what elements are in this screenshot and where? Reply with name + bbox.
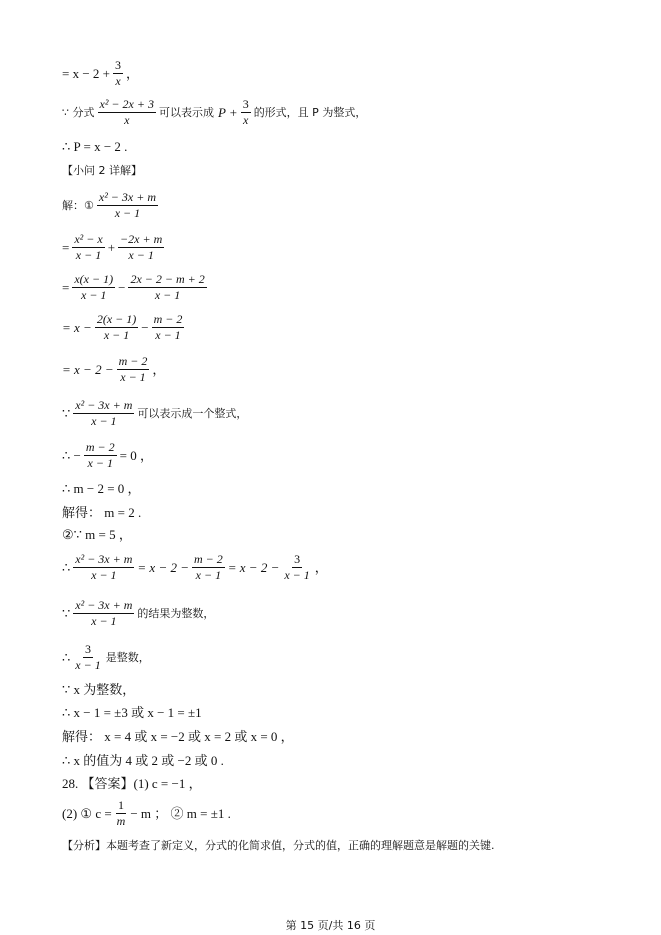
line-1 — [62, 58, 139, 89]
fraction — [115, 798, 128, 829]
denominator: x — [243, 113, 249, 127]
denominator: x − 1 — [114, 206, 141, 220]
numerator: 3 — [294, 552, 301, 566]
fraction — [73, 398, 134, 429]
line-8 — [62, 312, 187, 343]
denominator: x − 1 — [195, 568, 222, 582]
line-5 — [62, 190, 161, 221]
line-7 — [62, 272, 210, 303]
fraction — [95, 312, 138, 343]
text: = x − 2 − — [227, 560, 280, 575]
text: ∴ − — [62, 448, 81, 463]
denominator: m — [116, 814, 126, 828]
text: ∵ — [62, 606, 71, 621]
line-3: ∴ P = x − 2 . — [62, 139, 128, 154]
text: = x − 2 − — [137, 560, 189, 575]
fraction — [128, 272, 206, 303]
line-11 — [62, 440, 153, 471]
numerator: m − 2 — [85, 440, 115, 454]
fraction — [73, 552, 134, 583]
numerator: m − 2 — [153, 312, 183, 326]
denominator: x − 1 — [91, 414, 117, 428]
text: − m ； ② m = ±1 . — [130, 806, 231, 821]
line-19: ∴ x − 1 = ±3 或 x − 1 = ±1 — [62, 705, 202, 720]
numerator: 3 — [85, 642, 91, 656]
line-9 — [62, 354, 165, 385]
denominator: x − 1 — [155, 328, 181, 342]
fraction — [73, 642, 102, 673]
line-18: ∵ x 为整数， — [62, 682, 136, 697]
analysis-line: 【分析】本题考查了新定义，分式的化简求值，分式的值，正确的理解题意是解题的关键. — [62, 839, 495, 852]
text: 可以表示成一个整式， — [137, 407, 248, 420]
answer-line: 28. 【答案】(1) c = −1 ， — [62, 776, 202, 791]
numerator: 2(x − 1) — [96, 312, 137, 326]
numerator: x² − 3x + m — [75, 398, 133, 412]
denominator: x − 1 — [103, 328, 130, 342]
text: = — [62, 240, 70, 255]
text: 的结果为整数， — [137, 607, 215, 620]
line-6 — [62, 232, 167, 263]
denominator: x − 1 — [75, 658, 101, 672]
fraction — [282, 552, 311, 583]
fraction — [97, 190, 158, 221]
denominator: x − 1 — [120, 370, 146, 384]
line-20: 解得： x = 4 或 x = −2 或 x = 2 或 x = 0 ， — [62, 729, 294, 744]
text: = 0 ， — [119, 448, 153, 463]
text: = x − 2 + — [62, 66, 110, 81]
numerator: 2x − 2 − m + 2 — [130, 272, 205, 286]
fraction — [192, 552, 225, 583]
fraction — [118, 232, 164, 263]
line-21: ∴ x 的值为 4 或 2 或 −2 或 0 . — [62, 753, 224, 768]
operator: − — [141, 320, 149, 335]
text: ， — [126, 66, 140, 81]
denominator: x − 1 — [75, 248, 102, 262]
denominator: x − 1 — [91, 568, 117, 582]
numerator: 1 — [118, 798, 124, 812]
denominator: x − 1 — [81, 288, 107, 302]
denominator: x − 1 — [128, 248, 154, 262]
numerator: 3 — [242, 97, 249, 111]
line-17 — [62, 642, 150, 673]
fraction — [84, 440, 117, 471]
numerator: x² − 2x + 3 — [99, 97, 154, 111]
fraction — [113, 58, 123, 89]
denominator: x − 1 — [87, 456, 113, 470]
operator: + — [107, 240, 116, 255]
line-13: 解得： m = 2 . — [62, 505, 142, 520]
line-23 — [62, 798, 231, 829]
line-14: ②∵ m = 5 ， — [62, 527, 132, 542]
denominator: x − 1 — [91, 614, 117, 628]
fraction — [98, 97, 156, 128]
text: ∵ 分式 — [62, 106, 95, 119]
line-12: ∴ m − 2 = 0 ， — [62, 481, 141, 496]
numerator: x² − 3x + m — [98, 190, 156, 204]
denominator: x — [124, 113, 130, 127]
text: (2) ① c = — [62, 806, 112, 821]
text: 解：① — [62, 199, 94, 212]
text: 是整数， — [105, 651, 150, 664]
page-number: 第 15 页/共 16 页 — [285, 919, 376, 932]
text: 可以表示成 — [158, 106, 214, 119]
fraction — [152, 312, 185, 343]
fraction — [117, 354, 150, 385]
fraction — [73, 598, 134, 629]
numerator: x(x − 1) — [74, 272, 114, 286]
text: ∵ — [62, 406, 71, 421]
text: ， — [314, 560, 328, 575]
line-15 — [62, 552, 328, 583]
numerator: m − 2 — [118, 354, 148, 368]
fraction — [241, 97, 251, 128]
fraction — [72, 272, 115, 303]
line-2 — [62, 97, 366, 128]
operator: − — [118, 280, 126, 295]
denominator: x — [115, 74, 121, 88]
denominator: x − 1 — [284, 568, 310, 582]
text: = x − 2 − — [62, 362, 114, 377]
line-10 — [62, 398, 247, 429]
text: ∴ — [62, 560, 71, 575]
section-heading: 【小问 2 详解】 — [62, 164, 142, 177]
numerator: 3 — [115, 58, 121, 72]
text: ∴ — [62, 650, 71, 665]
fraction — [72, 232, 104, 263]
numerator: x² − 3x + m — [75, 598, 133, 612]
text: 的形式，且 P 为整式， — [253, 106, 367, 119]
denominator: x − 1 — [154, 288, 181, 302]
text: = x − — [62, 320, 92, 335]
numerator: x² − x — [74, 232, 103, 246]
numerator: x² − 3x + m — [75, 552, 133, 566]
numerator: m − 2 — [194, 552, 223, 566]
line-16 — [62, 598, 214, 629]
numerator: −2x + m — [120, 232, 163, 246]
text: ， — [152, 362, 166, 377]
text: = — [62, 280, 70, 295]
text: P + — [217, 105, 238, 120]
